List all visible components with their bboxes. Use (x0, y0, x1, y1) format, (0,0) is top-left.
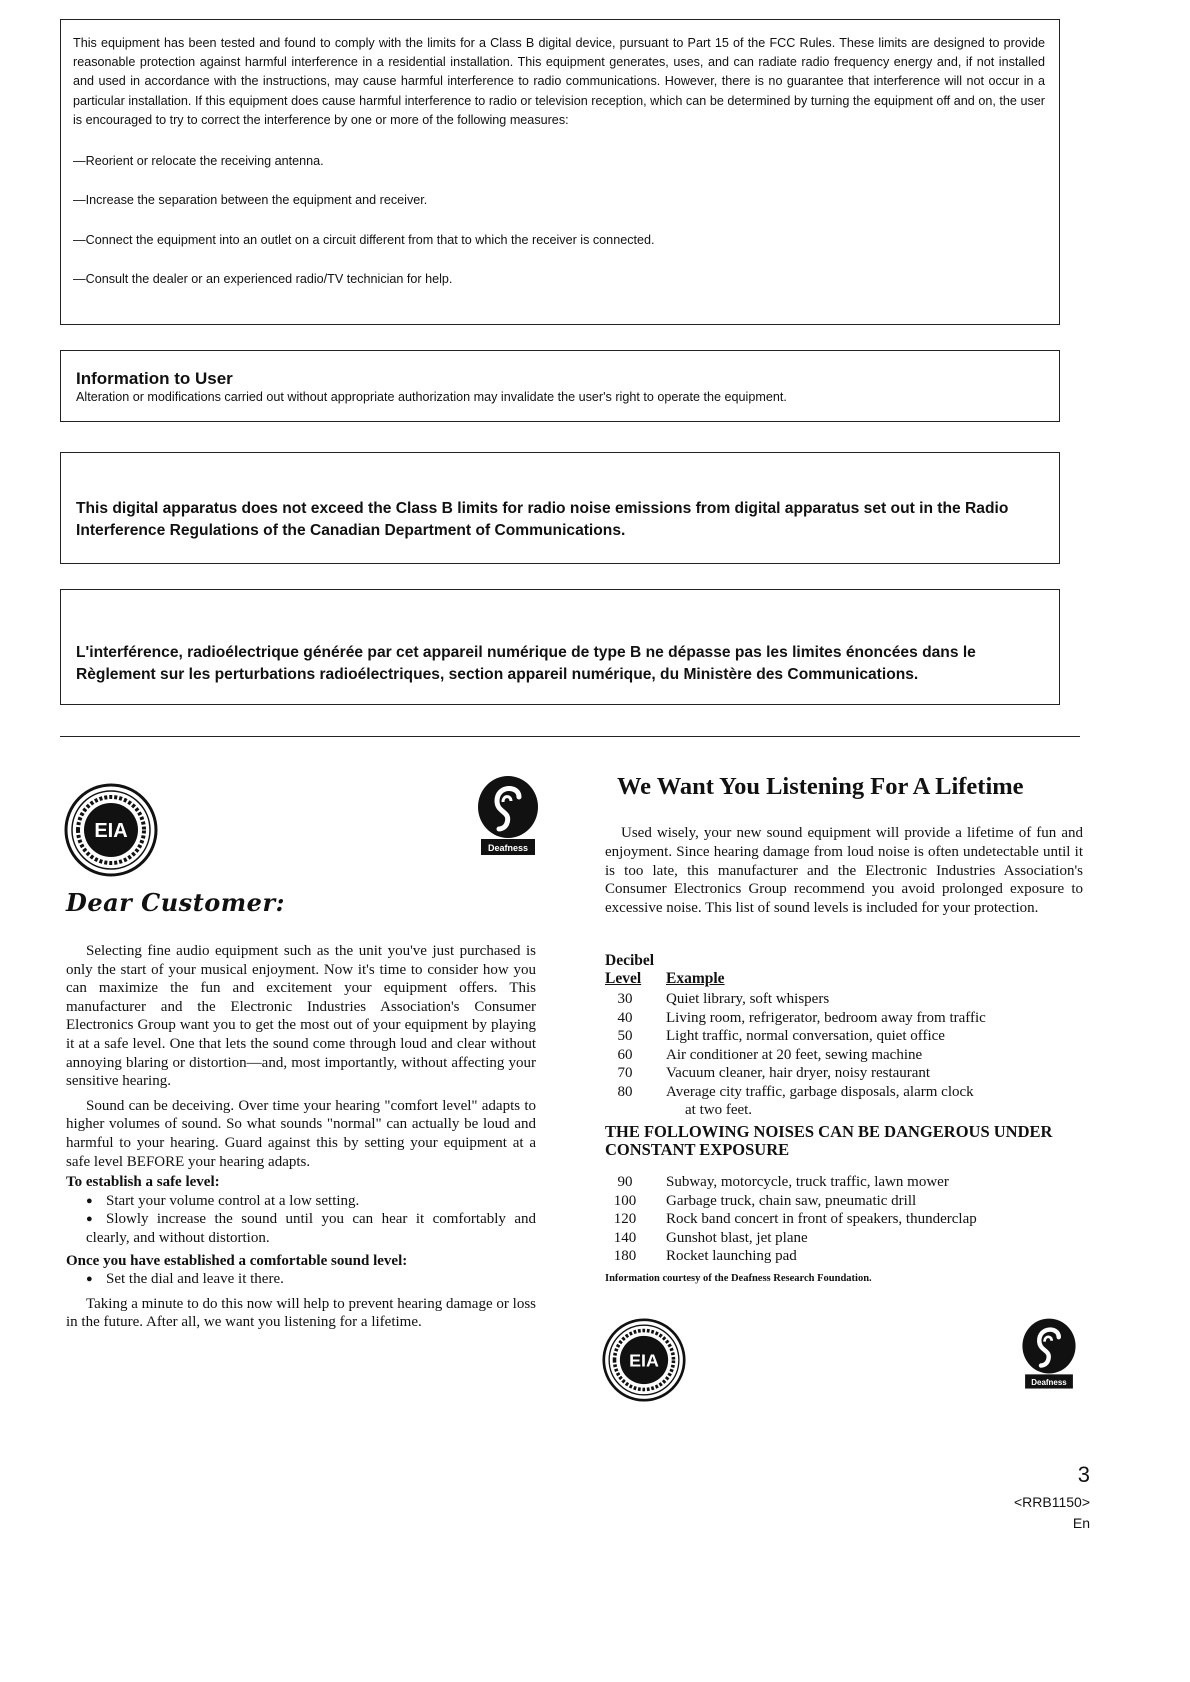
table-row (605, 1229, 1083, 1247)
ear-logo-icon (473, 775, 543, 857)
danger-heading: THE FOLLOWING NOISES CAN BE DANGEROUS UNDER CONSTANT EXPOSURE (605, 1122, 1053, 1159)
fcc-measure-4: —Consult the dealer or an experienced radio/TV technician for help. (73, 272, 453, 287)
dear-paragraph-3: Taking a minute to do this now will help to prevent hearing damage or loss in the future. After all, we want you listening for a lifetime. (66, 1295, 536, 1331)
eia-logo-bottom (602, 1318, 686, 1407)
fcc-measure-3: —Connect the equipment into an outlet on a circuit different from that to which the receiver is connected. (73, 232, 655, 247)
safe-level-heading: To establish a safe level: (66, 1174, 220, 1191)
dear-customer-salutation: Dear Customer: (66, 888, 285, 917)
table-row (605, 1027, 1083, 1045)
canada-english-notice-box (60, 452, 1060, 564)
information-to-user-heading: Information to User (76, 369, 233, 388)
drf-logo-text: Deafness (1031, 1378, 1067, 1387)
canada-french-text: L'interférence, radioélectrique générée par cet appareil numérique de type B ne dépasse pas les limites énoncées dans le Règlement sur les perturbations radioélectriques, section appareil numérique, du Ministère des Communications. (76, 644, 976, 683)
decibel-example: Rock band concert in front of speakers, thunderclap (666, 1211, 977, 1227)
decibel-level: 140 (613, 1229, 637, 1246)
drf-logo-top (473, 775, 543, 862)
decibel-table-header (605, 952, 1083, 988)
table-row (605, 990, 1083, 1008)
information-to-user-box (60, 350, 1060, 422)
eia-logo-text: EIA (629, 1350, 659, 1371)
example-header-label: Example (666, 970, 725, 987)
decibel-example: Light traffic, normal conversation, quiet office (666, 1028, 945, 1044)
level-header-label: Level (605, 970, 642, 987)
decibel-level: 40 (617, 1009, 633, 1026)
decibel-example: Average city traffic, garbage disposals, alarm clock (666, 1083, 974, 1100)
decibel-level: 180 (613, 1248, 637, 1264)
fcc-paragraph: This equipment has been tested and found to comply with the limits for a Class B digital device, pursuant to Part 15 of the FCC Rules. These limits are designed to provide reasonable protection against harmful interference in a residential installation. This equipment generates, uses, and can radiate radio frequency energy and, if not installed and used in accordance with the instructions, may cause harmful interference to radio communications. However, there is no guarantee that interference will not occur in a particular installation. If this equipment does cause harmful interference to radio or television reception, which can be determined by turning the equipment off and on, the user is encouraged to try to correct the interference by one or more of the following measures: (73, 36, 1045, 127)
decibel-level: 60 (617, 1046, 633, 1063)
language-code: En (1072, 1515, 1090, 1531)
table-row (605, 1046, 1083, 1064)
decibel-example: Garbage truck, chain saw, pneumatic drill (666, 1192, 917, 1209)
section-divider (60, 736, 1080, 737)
page-number: 3 (1077, 1462, 1090, 1487)
decibel-example: Gunshot blast, jet plane (666, 1229, 808, 1246)
comfort-level-bullet-1: ● Set the dial and leave it there. (66, 1270, 536, 1289)
lifetime-title: We Want You Listening For A Lifetime (617, 773, 1024, 800)
table-row (605, 1247, 1083, 1265)
decibel-example: Quiet library, soft whispers (666, 991, 830, 1007)
table-row (605, 1173, 1083, 1191)
decibel-example: Air conditioner at 20 feet, sewing machine (666, 1046, 923, 1063)
model-code: <RRB1150> (1013, 1494, 1090, 1510)
table-row (605, 1083, 1083, 1101)
table-row (605, 1210, 1083, 1228)
dear-paragraph-1: Selecting fine audio equipment such as the unit you've just purchased is only the start of your musical enjoyment. Now it's time to consider how you can maximize the fun and excitement your equipment offers. This manufacturer and the Electronic Industries Association's Consumer Electronics Group want you to get the most out of your equipment by playing it at a safe level. One that lets the sound come through loud and clear without annoying blaring or distortion—and, most importantly, without affecting your sensitive hearing. (66, 943, 536, 1090)
decibel-level: 120 (613, 1211, 637, 1227)
decibel-level: 30 (617, 991, 633, 1007)
decibel-level: 80 (617, 1083, 633, 1100)
credit-line: Information courtesy of the Deafness Research Foundation. (605, 1273, 872, 1284)
decibel-level: 50 (617, 1028, 633, 1044)
dear-customer-column (66, 942, 536, 1332)
eia-seal-icon (64, 783, 158, 877)
canada-english-text: This digital apparatus does not exceed the Class B limits for radio noise emissions from digital apparatus set out in the Radio Interference Regulations of the Canadian Department of Communications. (76, 500, 1009, 539)
decibel-example: Rocket launching pad (666, 1248, 797, 1264)
eia-logo-text: EIA (94, 820, 128, 842)
table-row (605, 1009, 1083, 1027)
information-to-user-text: Alteration or modifications carried out without appropriate authorization may invalidate the user's right to operate the equipment. (76, 390, 787, 404)
decibel-level: 70 (617, 1065, 633, 1081)
table-row (605, 1064, 1083, 1082)
table-row (605, 1192, 1083, 1210)
decibel-header-label: Decibel (605, 952, 655, 969)
comfort-level-heading: Once you have established a comfortable sound level: (66, 1252, 408, 1269)
table-row-continuation (605, 1101, 1083, 1119)
dear-paragraph-2: Sound can be deceiving. Over time your hearing "comfort level" adapts to higher volumes of sound. So what sounds "normal" can actually be loud and harmful to your hearing. Guard against this by setting your equipment at a safe level BEFORE your hearing adapts. (66, 1097, 536, 1170)
fcc-measure-1: —Reorient or relocate the receiving antenna. (73, 153, 324, 168)
eia-logo-top (64, 783, 158, 882)
decibel-level: 100 (613, 1192, 637, 1209)
fcc-measure-2: —Increase the separation between the equipment and receiver. (73, 193, 428, 208)
eia-seal-icon (602, 1318, 686, 1402)
decibel-example: Subway, motorcycle, truck traffic, lawn mower (666, 1174, 949, 1190)
decibel-level: 90 (617, 1174, 633, 1190)
decibel-example: Living room, refrigerator, bedroom away from traffic (666, 1009, 986, 1026)
drf-logo-text: Deafness (487, 843, 529, 853)
fcc-notice-box (60, 19, 1060, 325)
safe-level-bullet-1: ● Start your volume control at a low setting. (66, 1192, 536, 1211)
safe-level-bullet-2: ● Slowly increase the sound until you can hear it comfortably and clearly, and without distortion. (66, 1210, 536, 1247)
decibel-example: Vacuum cleaner, hair dryer, noisy restaurant (666, 1065, 931, 1081)
decibel-example-continued: at two feet. (685, 1102, 753, 1118)
drf-logo-bottom (1018, 1316, 1080, 1397)
lifetime-intro: Used wisely, your new sound equipment will provide a lifetime of fun and enjoyment. Since hearing damage from loud noise is often undetectable until it is too late, this manufacturer and the Electronic Industries Association's Consumer Electronics Group recommend you avoid prolonged exposure to excessive noise. This list of sound levels is included for your protection. (605, 825, 1083, 917)
ear-logo-icon (1018, 1316, 1080, 1392)
canada-french-notice-box (60, 589, 1060, 705)
